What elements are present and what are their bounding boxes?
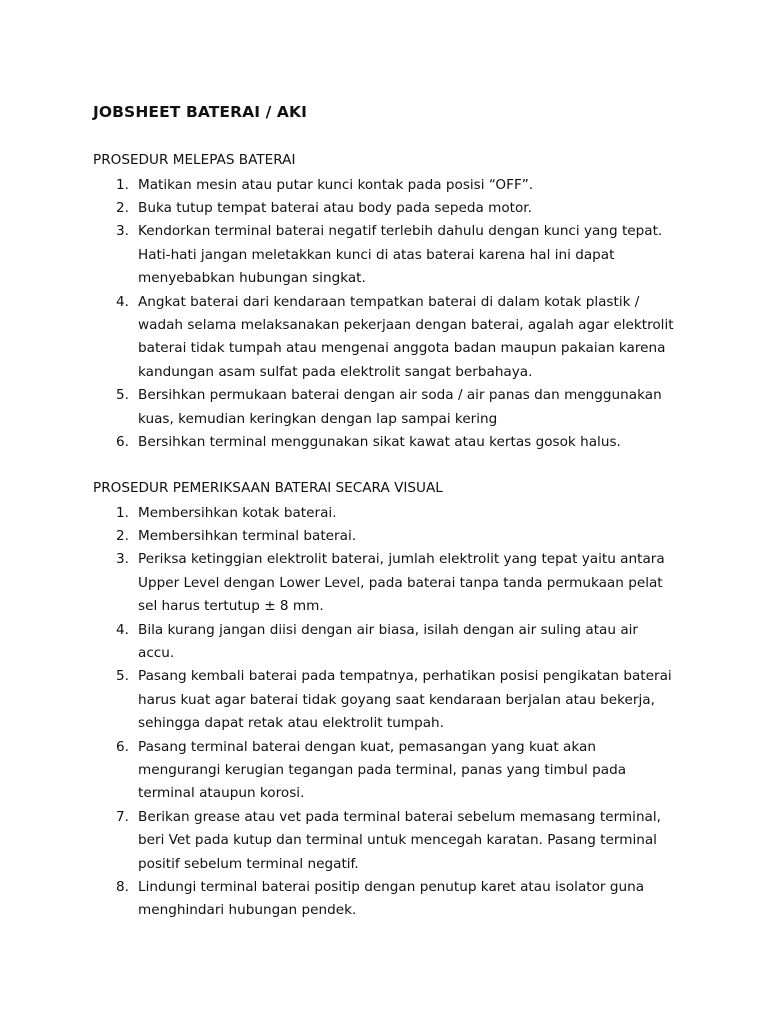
list-item — [93, 736, 693, 806]
step-text-line: menghindari hubungan pendek. — [138, 902, 357, 919]
step-number: 4. — [116, 621, 129, 638]
step-text-line: Buka tutup tempat baterai atau body pada sepeda motor. — [138, 199, 532, 216]
step-number: 5. — [116, 387, 129, 404]
document-title: JOBSHEET BATERAI / AKI — [93, 103, 307, 121]
step-text-line: mengurangi kerugian tegangan pada terminal, panas yang timbul pada — [138, 761, 627, 778]
list-item — [93, 806, 693, 876]
step-text-line: Hati-hati jangan meletakkan kunci di atas baterai karena hal ini dapat — [138, 246, 615, 263]
step-number: 7. — [116, 808, 129, 825]
step-number: 5. — [116, 668, 129, 685]
step-text-line: positif sebelum terminal negatif. — [138, 855, 359, 872]
step-text-line: beri Vet pada kutup dan terminal untuk mencegah karatan. Pasang terminal — [138, 832, 657, 849]
list-item — [93, 174, 693, 197]
step-number: 8. — [116, 879, 129, 895]
list-item — [93, 502, 693, 525]
step-text-line: Matikan mesin atau putar kunci kontak pada posisi “OFF”. — [138, 176, 534, 193]
steps-list — [93, 502, 693, 923]
section-pemeriksaan-visual — [93, 478, 693, 923]
list-item — [93, 384, 693, 431]
step-number: 6. — [116, 433, 129, 450]
step-text-line: Berikan grease atau vet pada terminal baterai sebelum memasang terminal, — [138, 808, 661, 825]
list-item — [93, 619, 693, 666]
list-item — [93, 197, 693, 220]
step-number: 2. — [116, 199, 129, 216]
step-text-line: harus kuat agar baterai tidak goyang saat kendaraan berjalan atau bekerja, — [138, 691, 655, 708]
list-item — [93, 876, 693, 923]
step-text-line: Membersihkan terminal baterai. — [138, 527, 357, 544]
step-text-line: Pasang terminal baterai dengan kuat, pemasangan yang kuat akan — [138, 738, 596, 755]
step-text-line: sel harus tertutup ± 8 mm. — [138, 598, 324, 615]
list-item — [93, 291, 693, 385]
step-text-line: kuas, kemudian keringkan dengan lap sampai kering — [138, 410, 498, 427]
step-text-line: baterai tidak tumpah atau mengenai anggota badan maupun pakaian karena — [138, 340, 666, 357]
list-item — [93, 525, 693, 548]
step-number: 6. — [116, 738, 129, 755]
step-number: 3. — [116, 223, 129, 240]
step-text-line: menyebabkan hubungan singkat. — [138, 270, 366, 287]
step-number: 1. — [116, 176, 129, 193]
step-text-line: accu. — [138, 644, 175, 661]
step-text-line: terminal ataupun korosi. — [138, 785, 305, 802]
step-text-line: Membersihkan kotak baterai. — [138, 504, 337, 521]
steps-list — [93, 174, 693, 455]
step-number: 2. — [116, 527, 129, 544]
step-text-line: Pasang kembali baterai pada tempatnya, perhatikan posisi pengikatan baterai — [138, 668, 672, 685]
list-item — [93, 665, 693, 735]
step-number: 1. — [116, 504, 129, 521]
section-heading: PROSEDUR PEMERIKSAAN BATERAI SECARA VISUAL — [93, 480, 443, 496]
step-number: 3. — [116, 551, 129, 568]
step-text-line: Bersihkan permukaan baterai dengan air soda / air panas dan menggunakan — [138, 387, 662, 404]
step-text-line: wadah selama melaksanakan pekerjaan dengan baterai, agalah agar elektrolit — [138, 316, 674, 333]
step-text-line: Angkat baterai dari kendaraan tempatkan baterai di dalam kotak plastik / — [138, 293, 640, 310]
step-text-line: Lindungi terminal baterai positip dengan penutup karet atau isolator guna — [138, 879, 645, 895]
list-item — [93, 220, 693, 290]
step-text-line: Upper Level dengan Lower Level, pada baterai tanpa tanda permukaan pelat — [138, 574, 663, 591]
step-text-line: Bersihkan terminal menggunakan sikat kawat atau kertas gosok halus. — [138, 433, 621, 450]
section-melepas-baterai — [93, 150, 693, 454]
step-text-line: sehingga dapat retak atau elektrolit tumpah. — [138, 715, 444, 732]
step-number: 4. — [116, 293, 129, 310]
step-text-line: Periksa ketinggian elektrolit baterai, jumlah elektrolit yang tepat yaitu antara — [138, 551, 665, 568]
section-heading: PROSEDUR MELEPAS BATERAI — [93, 152, 296, 168]
step-text-line: Kendorkan terminal baterai negatif terlebih dahulu dengan kunci yang tepat. — [138, 223, 663, 240]
list-item — [93, 548, 693, 618]
step-text-line: kandungan asam sulfat pada elektrolit sangat berbahaya. — [138, 363, 533, 380]
step-text-line: Bila kurang jangan diisi dengan air biasa, isilah dengan air suling atau air — [138, 621, 639, 638]
list-item — [93, 431, 693, 454]
